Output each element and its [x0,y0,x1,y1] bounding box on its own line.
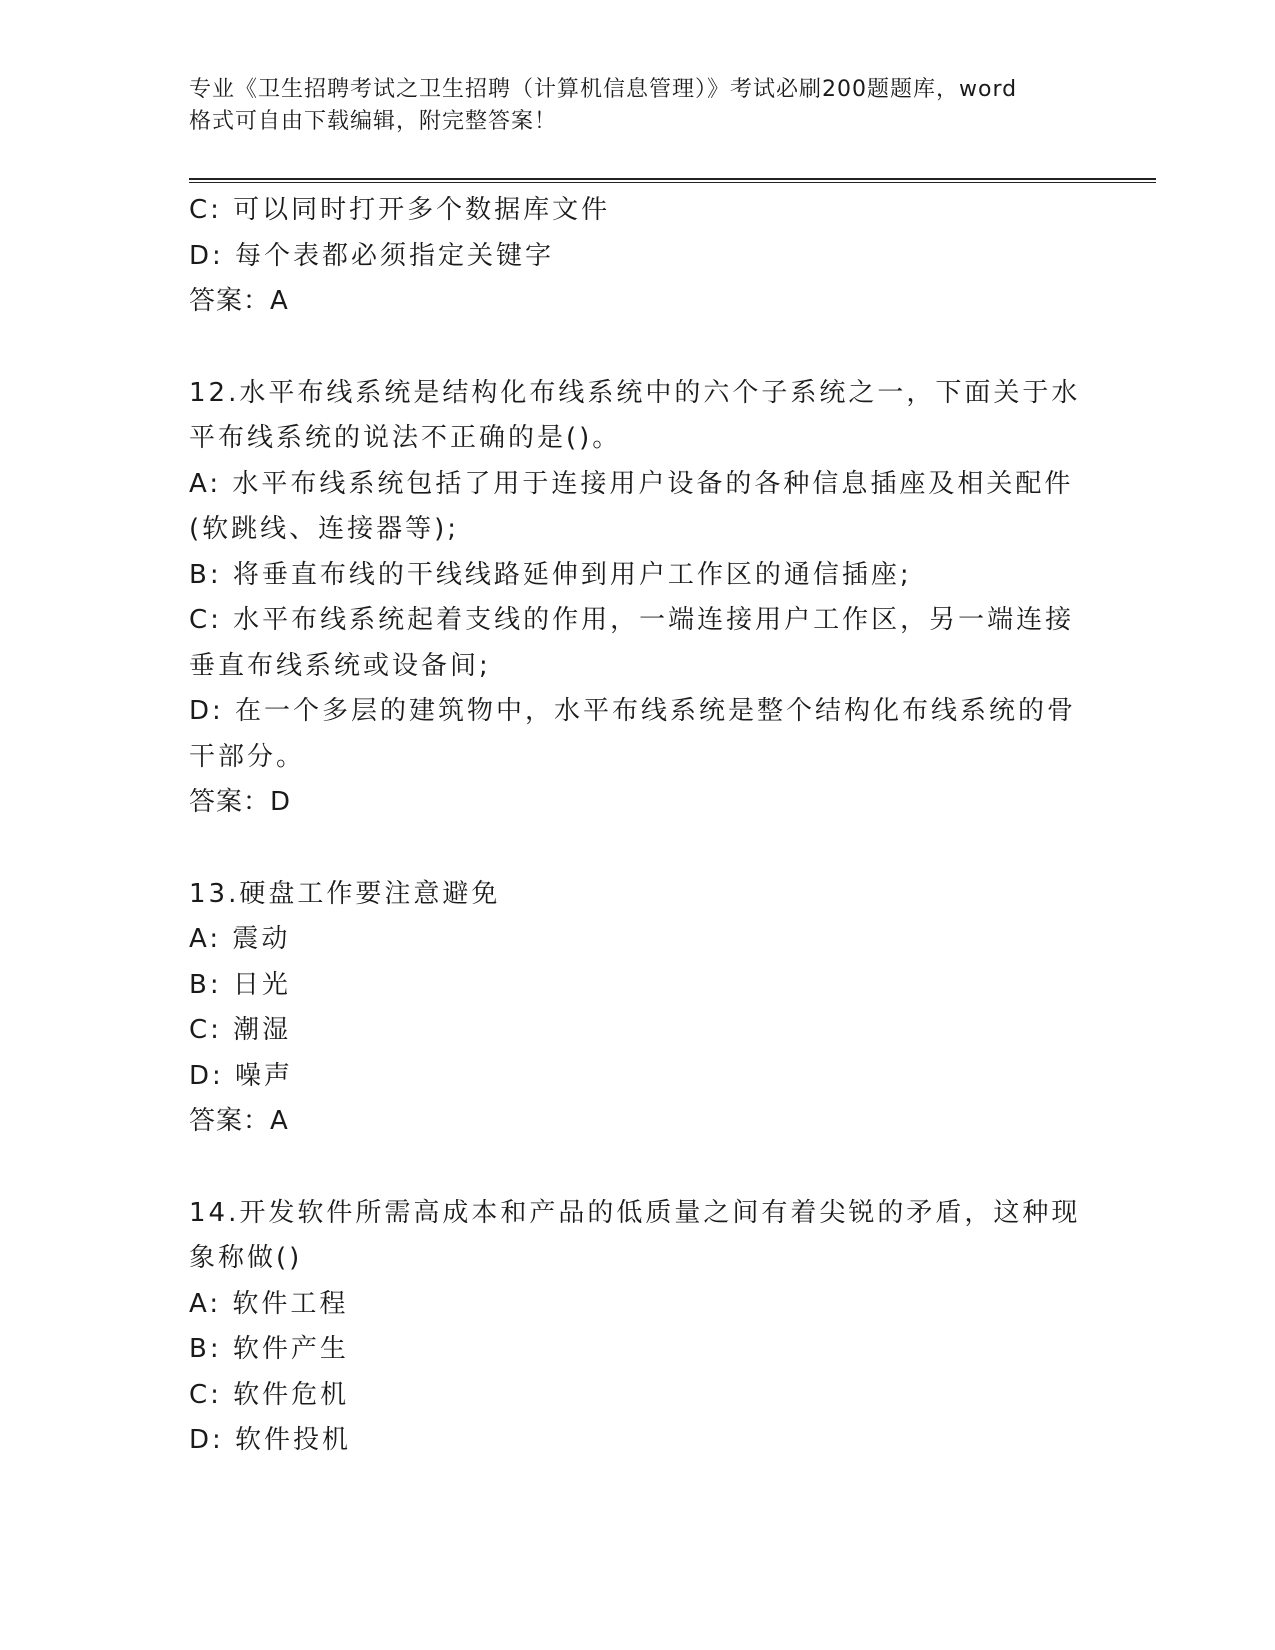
answer-label: 答案：A [189,1106,289,1136]
option-d: D: 每个表都必须指定关键字 [189,240,555,271]
option-c: C: 潮湿 [189,1015,292,1045]
option-b: B: 软件产生 [189,1334,349,1364]
header-divider-thick [189,178,1156,180]
option-a: A: 震动 [189,924,291,954]
spacer [189,826,1089,872]
answer-label: 答案：D [189,787,292,817]
option-d-cont: 干部分。 [189,741,306,772]
question-13 [189,872,1089,1145]
option-a: A: 水平布线系统包括了用于连接用户设备的各种信息插座及相关配件 [189,468,1074,499]
option-d: D: 噪声 [189,1060,294,1091]
answer-label: 答案：A [189,286,289,316]
question-stem-cont: 平布线系统的说法不正确的是()。 [189,423,622,453]
option-a: A: 软件工程 [189,1288,349,1319]
option-b: B: 日光 [189,969,291,1000]
option-d: D: 在一个多层的建筑物中，水平布线系统是整个结构化布线系统的骨 [189,696,1077,726]
option-a-cont: (软跳线、连接器等); [189,514,460,544]
question-stem: 13.硬盘工作要注意避免 [189,878,501,909]
question-stem: 14.开发软件所需高成本和产品的低质量之间有着尖锐的矛盾，这种现 [189,1197,1081,1228]
header-title-line-2: 格式可自由下载编辑，附完整答案！ [189,109,558,134]
option-c-cont: 垂直布线系统或设备间; [189,650,491,681]
option-c: C: 可以同时打开多个数据库文件 [189,195,611,225]
question-11-tail [189,188,1089,325]
document-header [189,74,1089,138]
spacer [189,325,1089,371]
header-title-line-1: 专业《卫生招聘考试之卫生招聘（计算机信息管理）》考试必刷200题题库，word [189,77,1018,102]
question-stem: 12.水平布线系统是结构化布线系统中的六个子系统之一，下面关于水 [189,377,1081,408]
question-list [189,188,1089,1464]
spacer [189,1145,1089,1191]
option-d: D: 软件投机 [189,1425,352,1455]
option-c: C: 软件危机 [189,1379,350,1410]
header-divider-thin [189,182,1156,183]
question-stem-cont: 象称做() [189,1243,303,1273]
option-c: C: 水平布线系统起着支线的作用，一端连接用户工作区，另一端连接 [189,605,1075,635]
option-b: B: 将垂直布线的干线线路延伸到用户工作区的通信插座; [189,559,912,590]
question-12 [189,371,1089,826]
question-14 [189,1191,1089,1464]
